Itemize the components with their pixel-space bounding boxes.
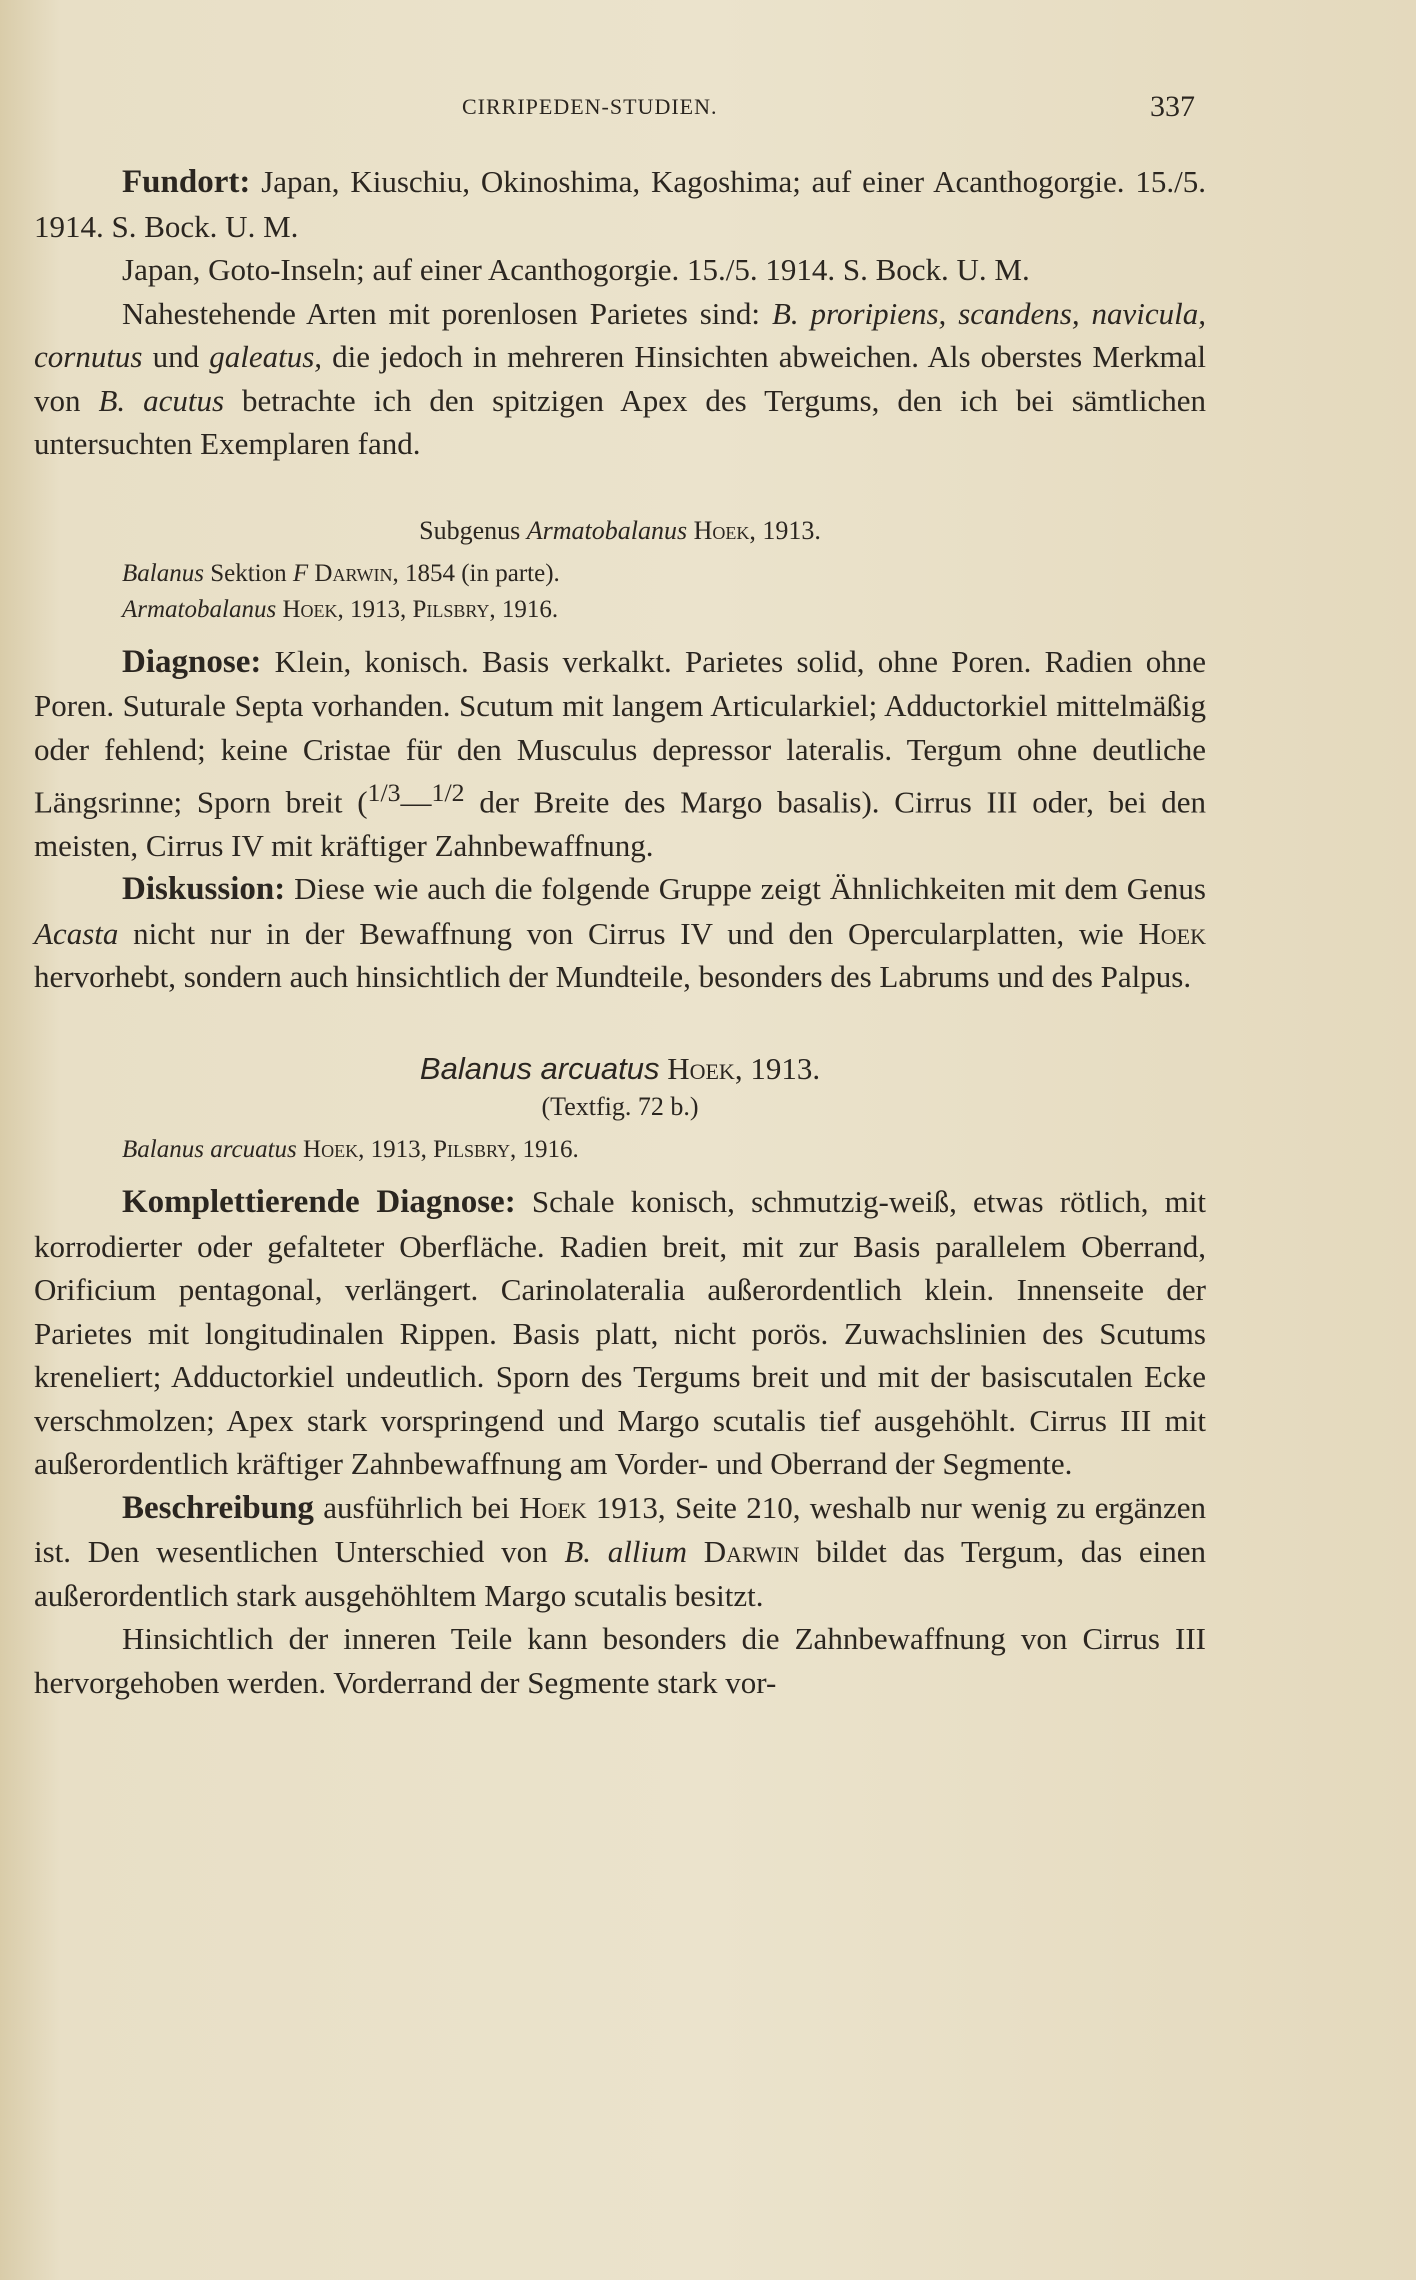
diagnose-paragraph: Diagnose: Klein, konisch. Basis verkalkt. Parietes solid, ohne Poren. Radien ohne Poren. Suturale Septa vorhanden. Scutum mit langem Articularkiel; Adductorkiel mittelmäßig oder fehlend; keine Cristae für den Musculus depressor lateralis. Tergum ohne deutliche Längsrinne; Sporn breit ($^{1/3}$—$^{1/2}$ der Breite des Margo basalis). Cirrus III oder, bei den meisten, Cirrus IV mit kräftiger Zahnbewaffnung. <box>34 643 1206 863</box>
synonym-line: Balanus arcuatus Hoek, 1913, Pilsbry, 1916. <box>122 1136 579 1164</box>
locality-paragraph: Japan, Goto-Inseln; auf einer Acanthogorgie. 15./5. 1914. S. Bock. U. M. <box>122 252 1030 287</box>
synonym-line: Balanus Sektion F Darwin, 1854 (in parte). <box>122 559 560 587</box>
komplett-heading: Komplettierende Diagnose: <box>122 1184 516 1221</box>
diskussion-heading: Diskussion: <box>122 871 286 908</box>
diagnose-heading: Diagnose: <box>122 643 262 680</box>
page-number: 337 <box>1150 90 1195 123</box>
komplett-paragraph: Komplettierende Diagnose: Schale konisch, schmutzig-weiß, etwas rötlich, mit korrodierter oder gefalteter Oberfläche. Radien breit, mit zur Basis parallelem Oberrand, Orificium pentagonal, verlängert. Carinolateralia außerordentlich klein. Innenseite der Parietes mit longitudinalen Rippen. Basis platt, nicht porös. Zuwachslinien des Scutums kreneliert; Adductorkiel undeutlich. Sporn des Tergums breit und mit der basiscutalen Ecke verschmolzen; Apex stark vorspringend und Margo scutalis tief ausgehöhlt. Cirrus III mit außerordentlich kräftiger Zahnbewaffnung am Vorder- und Oberrand der Segmente. <box>34 1184 1206 1482</box>
species-heading: Balanus arcuatus Hoek, 1913. <box>419 1050 821 1086</box>
subgenus-heading: Subgenus Armatobalanus Hoek, 1913. <box>419 515 821 545</box>
related-species-paragraph: Nahestehende Arten mit porenlosen Parietes sind: B. proripiens, scandens, navicula, cornutus und galeatus, die jedoch in mehreren Hinsichten abweichen. Als oberstes Merkmal von B. acutus betrachte ich den spitzigen Apex des Tergums, den ich bei sämtlichen untersuchten Exemplaren fand. <box>34 295 1207 461</box>
running-title: CIRRIPEDEN-STUDIEN. <box>462 94 718 119</box>
species-name: Balanus arcuatus <box>419 1050 660 1086</box>
running-header <box>0 90 1416 122</box>
fundort-text: Japan, Kiuschiu, Okinoshima, Kagoshima; auf einer Acanthogorgie. 15./5. 1914. S. Bock. U. M. <box>34 164 1207 244</box>
fundort-heading: Fundort: <box>122 164 251 200</box>
last-paragraph: Hinsichtlich der inneren Teile kann besonders die Zahnbewaffnung von Cirrus III hervorgehoben werden. Vorderrand der Segmente stark vor- <box>34 1621 1206 1700</box>
page-body <box>34 160 1206 1704</box>
synonym-line: Armatobalanus Hoek, 1913, Pilsbry, 1916. <box>122 595 559 623</box>
species-list: B. proripiens, scandens, navicula, cornutus <box>34 295 1206 374</box>
beschreibung-heading: Beschreibung <box>122 1489 314 1526</box>
fundort-paragraph <box>34 160 1206 248</box>
figure-reference: (Textfig. 72 b.) <box>541 1092 699 1122</box>
diskussion-paragraph: Diskussion: Diese wie auch die folgende Gruppe zeigt Ähnlichkeiten mit dem Genus Acasta nicht nur in der Bewaffnung von Cirrus IV und den Opercularplatten, wie Hoek hervorhebt, sondern auch hinsichtlich der Mundteile, besonders des Labrums und des Palpus. <box>34 871 1206 995</box>
beschreibung-paragraph: Beschreibung ausführlich bei Hoek 1913, Seite 210, weshalb nur wenig zu ergänzen ist. Den wesentlichen Unterschied von B. allium Darwin bildet das Tergum, das einen außerordentlich stark ausgehöhltem Margo scutalis besitzt. <box>34 1489 1206 1613</box>
